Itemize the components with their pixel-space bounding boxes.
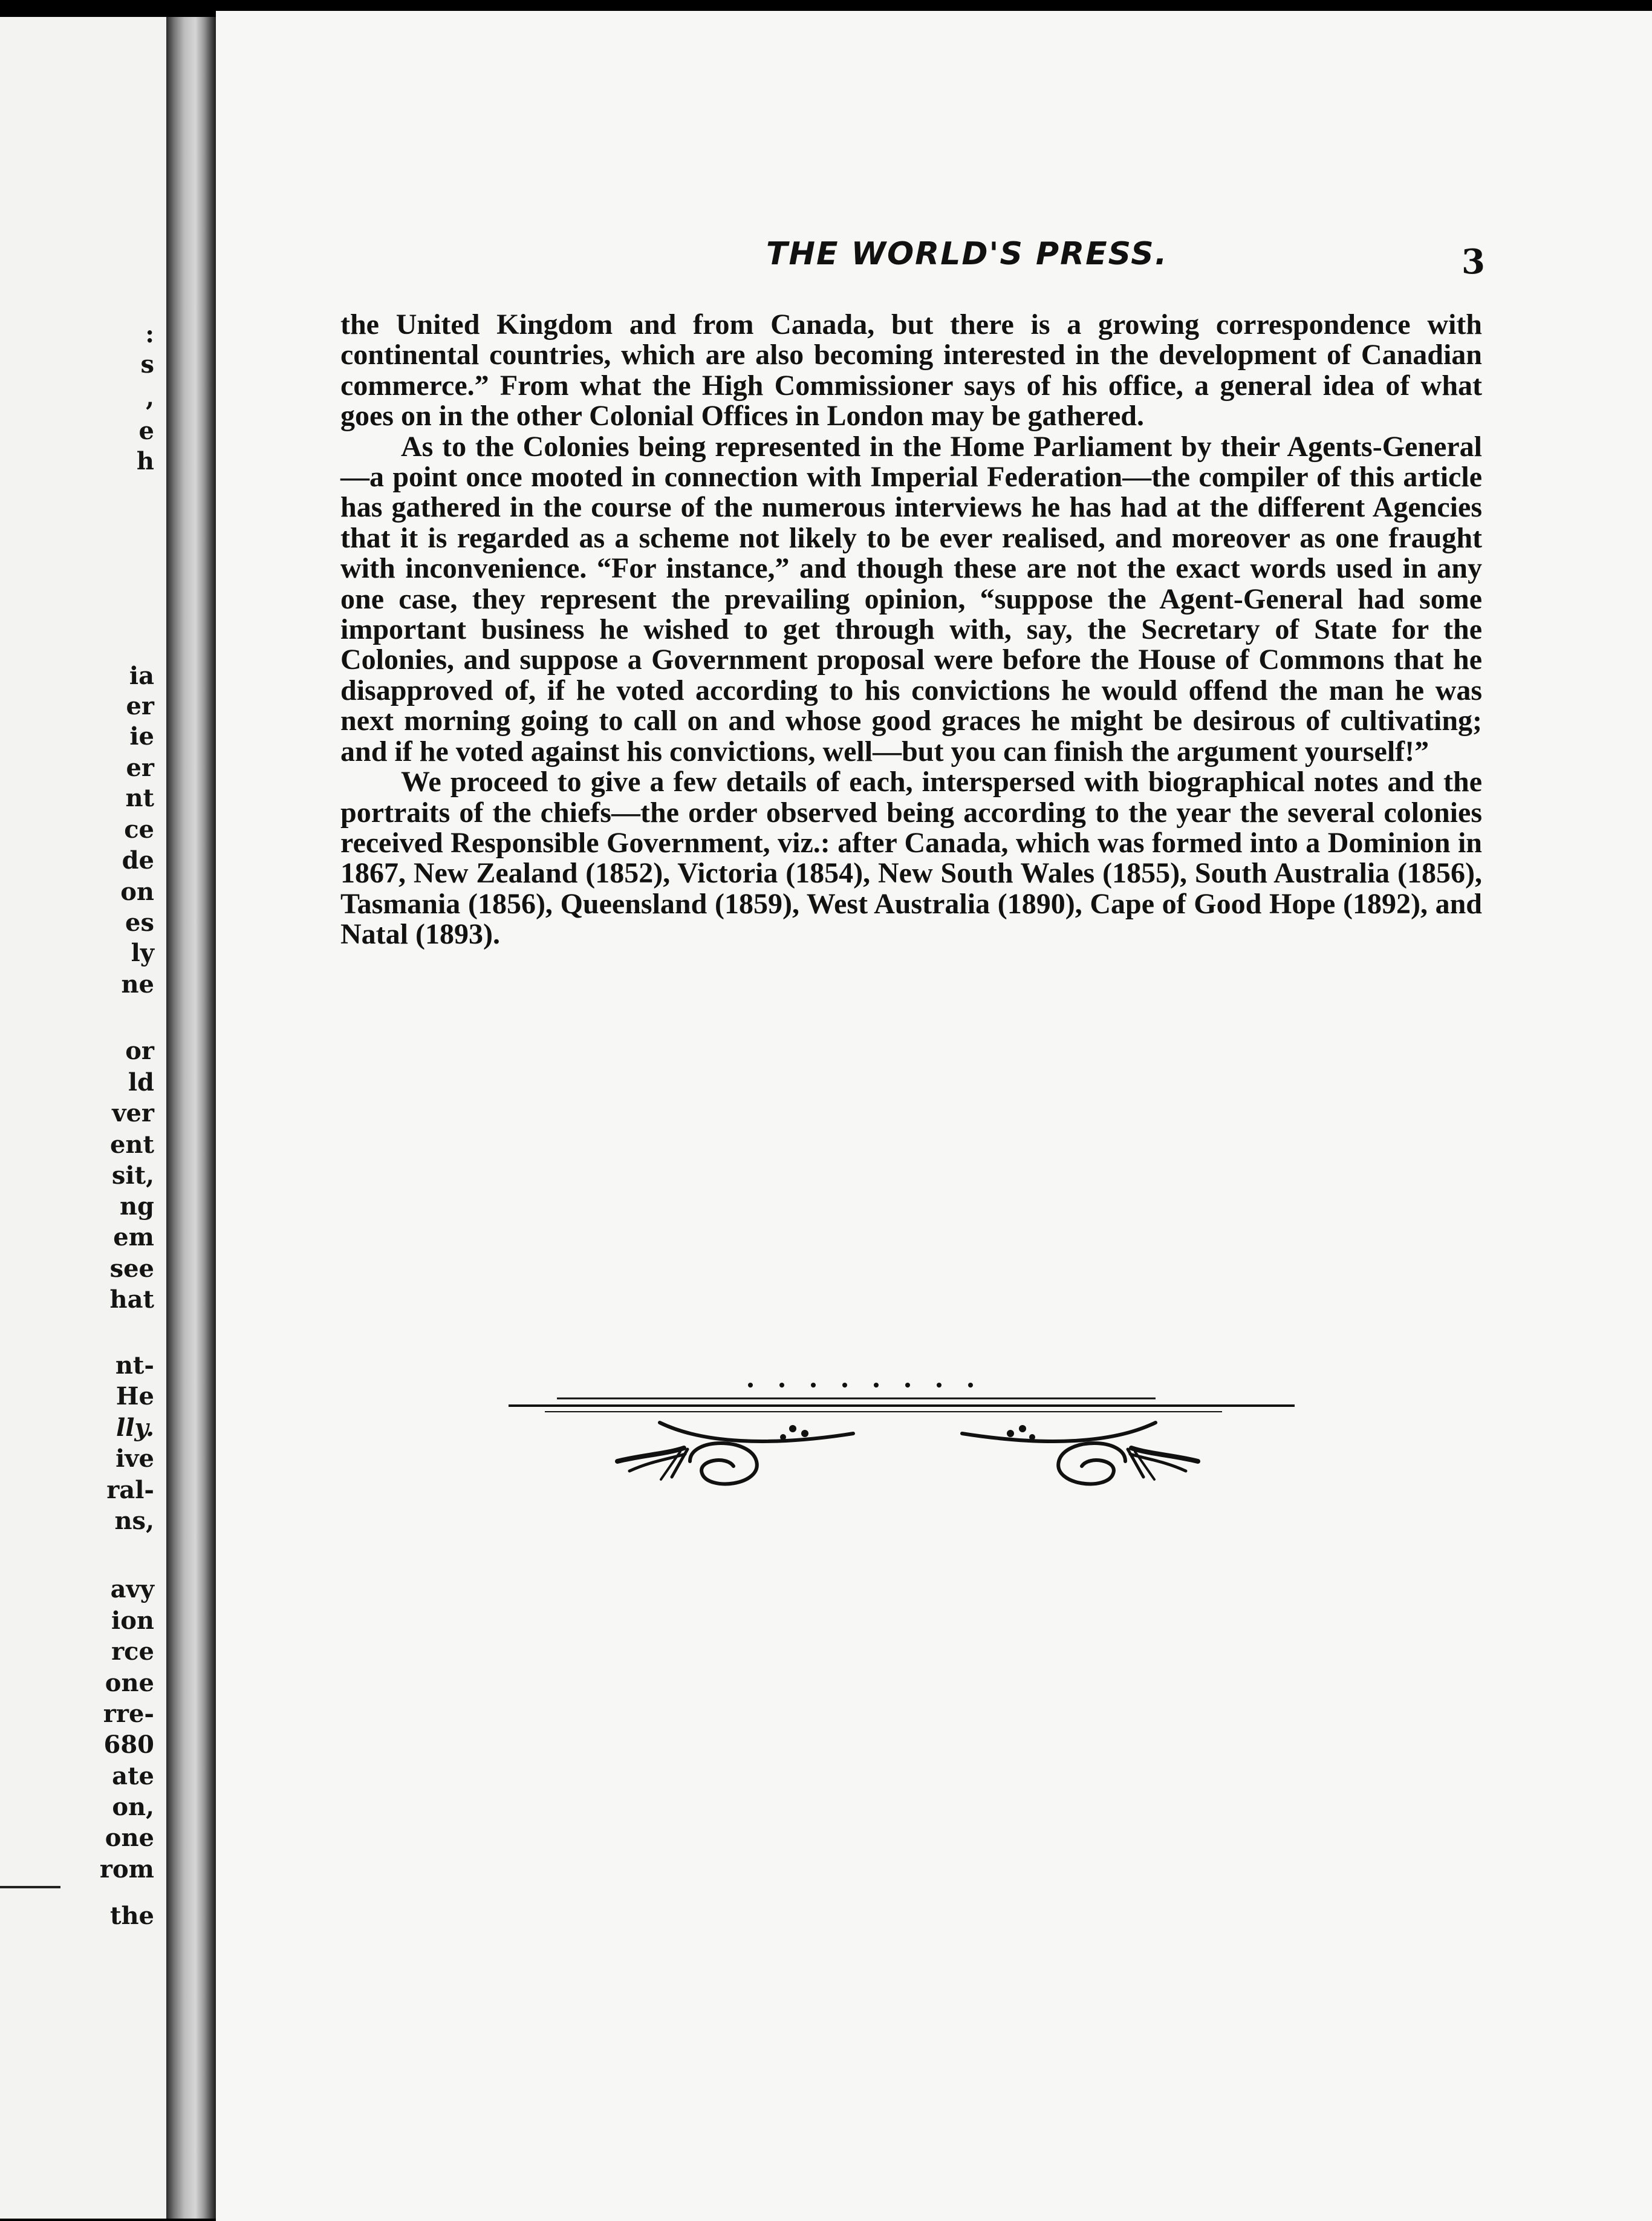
left-page-fragment: rce: [111, 1637, 154, 1666]
left-page-fragment: one: [105, 1669, 154, 1697]
left-page-fragment: es: [125, 908, 154, 937]
running-header: THE WORLD'S PRESS.: [766, 236, 1168, 272]
left-page-fragment: ng: [119, 1192, 154, 1221]
left-page-fragment: ,: [146, 383, 154, 412]
left-page-fragment: h: [136, 447, 154, 475]
left-page-footnote-rule: [0, 1886, 60, 1888]
ornament-rules: [509, 1398, 1295, 1412]
left-page-fragment: the: [109, 1902, 154, 1930]
left-page-fragment: em: [113, 1223, 154, 1251]
left-page-fragment: :: [145, 320, 154, 348]
right-page: [216, 11, 1652, 2221]
left-page-fragment: er: [126, 754, 154, 782]
left-page-fragment: e: [138, 417, 154, 445]
left-page-fragment: ia: [129, 662, 154, 690]
paragraph-3: We proceed to give a few details of each, interspersed with biographical notes and the portraits of the chiefs—the order observed being according to the year the several colonies received Responsible Government, viz.: after Canada, which was formed into a Dominion in 1867, New Zealand (1852), Victoria (1854), New South Wales (1855), South Australia (1856), Tasmania (1856), Queensland (1859), West Australia (1890), Cape of Good Hope (1892), and Natal (1893).: [340, 766, 1482, 951]
left-page-fragment: s: [140, 350, 154, 379]
paragraph-1: the United Kingdom and from Canada, but there is a growing correspondence with continental countries, which are also becoming interested in the development of Canadian commerce.” From what the High Commissioner says of his office, a general idea of what goes on in the other Colonial Offices in London may be gathered.: [340, 308, 1482, 432]
left-page-fragment: ne: [121, 970, 154, 999]
left-page-fragment: nt-: [115, 1351, 154, 1380]
decorative-tailpiece-ornament: [509, 1371, 1307, 1504]
left-page-fragment: 680: [103, 1730, 154, 1759]
left-page-fragment: ral-: [106, 1476, 154, 1504]
left-page-fragment: de: [122, 846, 154, 875]
left-page-fragment: or: [125, 1037, 154, 1065]
left-page-fragment: He: [115, 1382, 154, 1411]
body-text: [340, 310, 1482, 950]
left-page-fragment: ly: [131, 939, 154, 967]
left-page-fragment: rom: [99, 1855, 154, 1883]
ornament-dots: [748, 1383, 973, 1388]
left-page-text-fragments: [0, 17, 166, 2219]
left-page-fragment: ive: [115, 1444, 154, 1473]
left-page-fragment: one: [105, 1824, 154, 1852]
left-page-fragment: ent: [109, 1130, 154, 1159]
left-page-fragment: hat: [109, 1285, 154, 1314]
left-page-fragment: ie: [129, 722, 154, 751]
left-page-fragment: ld: [128, 1068, 154, 1097]
left-page-fragment: ce: [124, 815, 154, 844]
left-page-fragment: rre-: [103, 1700, 154, 1728]
paragraph-2: As to the Colonies being represented in the Home Parliament by their Agents-General—a point once mooted in connection with Imperial Federation—the compiler of this article has gathered in the course of the numerous interviews he has had at the different Agencies that it is regarded as a scheme not likely to be ever realised, and moreover as one fraught with inconvenience. “For instance,” and though these are not the exact words used in any one case, they represent the prevailing opinion, “suppose the Agent-General had some important business he wished to get through with, say, the Secretary of State for the Colonies, and suppose a Government proposal were before the House of Commons that he disapproved of, if he voted according to his convictions he would offend the man he was next morning going to call on and whose good graces he might be desirous of cultivating; and if he voted against his convictions, well—but you can finish the argument yourself!”: [340, 430, 1482, 768]
book-spine-gutter: [166, 17, 216, 2219]
left-page-fragment: ate: [112, 1762, 154, 1790]
page-number: 3: [1462, 242, 1485, 282]
left-page-fragment: on: [120, 878, 154, 906]
left-page-fragment: er: [126, 692, 154, 720]
left-page-fragment: sit,: [111, 1161, 154, 1190]
left-facing-page: [0, 17, 166, 2219]
left-page-fragment: on,: [112, 1793, 154, 1821]
left-page-fragment: ns,: [114, 1507, 154, 1535]
left-page-fragment: lly.: [116, 1414, 154, 1442]
left-page-fragment: ver: [112, 1099, 154, 1127]
left-page-fragment: avy: [110, 1575, 154, 1603]
left-page-fragment: ion: [111, 1606, 154, 1635]
left-page-fragment: see: [109, 1254, 154, 1283]
ornament-scrollwork: [617, 1423, 1198, 1484]
left-page-fragment: nt: [125, 784, 154, 812]
